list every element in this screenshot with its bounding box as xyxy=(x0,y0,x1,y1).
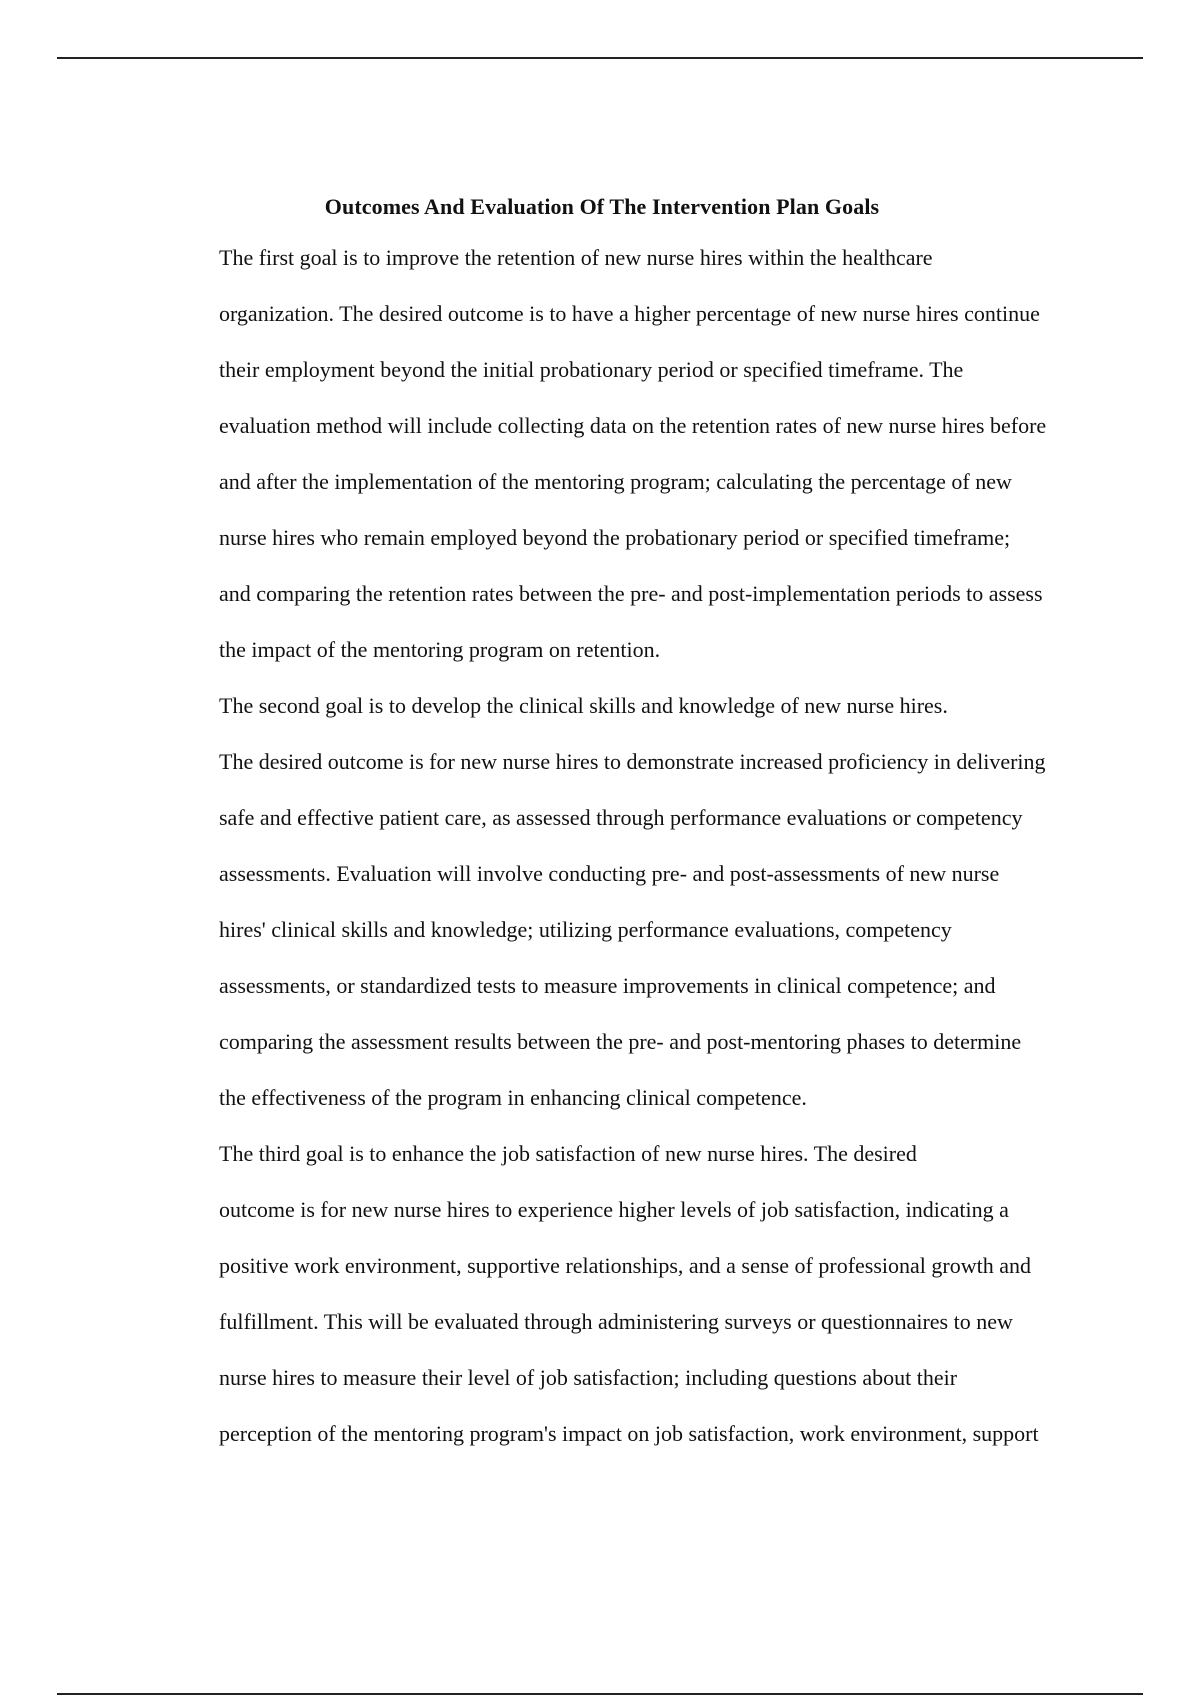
text-line: nurse hires who remain employed beyond the probationary period or specified timeframe; xyxy=(219,525,1011,550)
text-line: assessments. Evaluation will involve conducting pre- and post-assessments of new nurse xyxy=(219,861,1000,886)
text-line: organization. The desired outcome is to have a higher percentage of new nurse hires continue xyxy=(219,301,1040,326)
text-line: the effectiveness of the program in enhancing clinical competence. xyxy=(219,1085,807,1110)
text-line: nurse hires to measure their level of job satisfaction; including questions about their xyxy=(219,1365,958,1390)
text-line: evaluation method will include collecting data on the retention rates of new nurse hires before xyxy=(219,413,1047,438)
paragraph-goal-2 xyxy=(146,678,1058,1126)
text-line: positive work environment, supportive relationships, and a sense of professional growth and xyxy=(219,1253,1032,1278)
text-line: their employment beyond the initial probationary period or specified timeframe. The xyxy=(219,357,964,382)
page-title: Outcomes And Evaluation Of The Intervention Plan Goals xyxy=(324,194,880,219)
paragraph-goal-1 xyxy=(146,230,1058,678)
text-line: comparing the assessment results between the pre- and post-mentoring phases to determine xyxy=(219,1029,1022,1054)
paragraph-goal-3 xyxy=(146,1126,1058,1462)
text-line: the impact of the mentoring program on retention. xyxy=(219,637,661,662)
text-line: The first goal is to improve the retention of new nurse hires within the healthcare xyxy=(219,245,933,270)
text-line: and comparing the retention rates between the pre- and post-implementation periods to assess xyxy=(219,581,1043,606)
text-line: The third goal is to enhance the job satisfaction of new nurse hires. The desired xyxy=(219,1141,917,1166)
text-line: outcome is for new nurse hires to experience higher levels of job satisfaction, indicating a xyxy=(219,1197,1009,1222)
footer-rule xyxy=(57,1693,1143,1695)
text-line: hires' clinical skills and knowledge; utilizing performance evaluations, competency xyxy=(219,917,952,942)
text-line: The desired outcome is for new nurse hires to demonstrate increased proficiency in delivering xyxy=(219,749,1046,774)
text-line: perception of the mentoring program's impact on job satisfaction, work environment, support xyxy=(219,1421,1039,1446)
text-line: assessments, or standardized tests to measure improvements in clinical competence; and xyxy=(219,973,996,998)
header-rule xyxy=(57,57,1143,59)
text-line: The second goal is to develop the clinical skills and knowledge of new nurse hires. xyxy=(219,693,948,718)
text-line: safe and effective patient care, as assessed through performance evaluations or competency xyxy=(219,805,1023,830)
text-line: and after the implementation of the mentoring program; calculating the percentage of new xyxy=(219,469,1012,494)
text-line: fulfillment. This will be evaluated through administering surveys or questionnaires to new xyxy=(219,1309,1013,1334)
document-page xyxy=(146,190,1058,1462)
